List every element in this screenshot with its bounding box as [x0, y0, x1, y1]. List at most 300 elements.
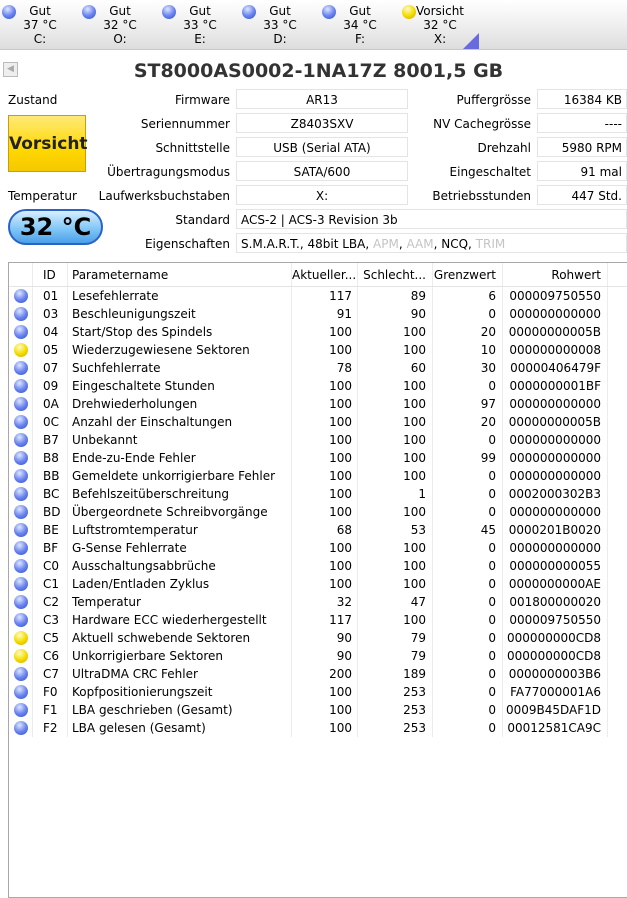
firmware-label: Firmware: [175, 93, 230, 107]
attr-current: 100: [292, 575, 358, 593]
attr-raw: 001800000020: [503, 593, 608, 611]
attr-name: Luftstromtemperatur: [68, 521, 292, 539]
status-cell: [9, 503, 33, 521]
table-row[interactable]: [9, 539, 627, 557]
status-dot-icon: [2, 5, 16, 19]
attr-threshold: 0: [433, 305, 503, 323]
attr-name: Unkorrigierbare Sektoren: [68, 647, 292, 665]
table-row[interactable]: [9, 701, 627, 719]
status-cell: [9, 683, 33, 701]
status-dot-icon: [14, 487, 28, 501]
drive-letter: O:: [113, 32, 127, 46]
drive-letter: X:: [433, 32, 447, 46]
table-row[interactable]: [9, 449, 627, 467]
status-dot-icon: [162, 5, 176, 19]
attr-raw: 00000000005B: [503, 323, 608, 341]
attr-name: Suchfehlerrate: [68, 359, 292, 377]
drive-status: Vorsicht: [415, 4, 465, 18]
attr-id: B7: [33, 431, 68, 449]
attr-threshold: 0: [433, 539, 503, 557]
status-cell: [9, 593, 33, 611]
attr-worst: 100: [358, 413, 433, 431]
status-cell: [9, 449, 33, 467]
attr-id: B8: [33, 449, 68, 467]
attr-raw: 000000000055: [503, 557, 608, 575]
attr-name: Start/Stop des Spindels: [68, 323, 292, 341]
attr-worst: 100: [358, 503, 433, 521]
table-row[interactable]: [9, 647, 627, 665]
attr-name: Befehlszeitüberschreitung: [68, 485, 292, 503]
table-row[interactable]: [9, 431, 627, 449]
attr-current: 32: [292, 593, 358, 611]
attr-name: Beschleunigungszeit: [68, 305, 292, 323]
temperature-label: Temperatur: [8, 189, 77, 203]
attr-current: 90: [292, 629, 358, 647]
drive-tab[interactable]: [0, 4, 80, 48]
attr-raw: 000000000000: [503, 305, 608, 323]
attr-id: BC: [33, 485, 68, 503]
attr-raw: 000009750550: [503, 611, 608, 629]
attr-raw: 00012581CA9C: [503, 719, 608, 737]
status-cell: [9, 665, 33, 683]
attr-id: C5: [33, 629, 68, 647]
status-cell: [9, 701, 33, 719]
table-row[interactable]: [9, 503, 627, 521]
attr-name: Laden/Entladen Zyklus: [68, 575, 292, 593]
attr-threshold: 99: [433, 449, 503, 467]
attr-threshold: 0: [433, 431, 503, 449]
feature-item: APM: [373, 237, 399, 251]
status-dot-icon: [14, 577, 28, 591]
table-row[interactable]: [9, 341, 627, 359]
attr-raw: 0002000302B3: [503, 485, 608, 503]
header-name[interactable]: Parametername: [68, 263, 292, 286]
attr-threshold: 0: [433, 377, 503, 395]
attr-id: F2: [33, 719, 68, 737]
smart-table: [8, 262, 627, 898]
menu-corner-icon[interactable]: [463, 33, 479, 49]
attr-raw: 000000000CD8: [503, 647, 608, 665]
attr-threshold: 0: [433, 593, 503, 611]
attr-current: 78: [292, 359, 358, 377]
attr-threshold: 20: [433, 323, 503, 341]
table-row[interactable]: [9, 611, 627, 629]
firmware-value: AR13: [236, 89, 408, 109]
attr-name: Wiederzugewiesene Sektoren: [68, 341, 292, 359]
attr-id: 01: [33, 287, 68, 305]
feature-item: S.M.A.R.T.: [241, 237, 300, 251]
features-label: Eigenschaften: [144, 237, 230, 251]
attr-threshold: 0: [433, 485, 503, 503]
attr-threshold: 97: [433, 395, 503, 413]
table-row[interactable]: [9, 323, 627, 341]
attr-current: 100: [292, 377, 358, 395]
attr-id: BD: [33, 503, 68, 521]
attr-threshold: 20: [433, 413, 503, 431]
attr-id: BF: [33, 539, 68, 557]
drive-tab[interactable]: [160, 4, 240, 48]
attr-name: Lesefehlerrate: [68, 287, 292, 305]
status-cell: [9, 467, 33, 485]
attr-id: 07: [33, 359, 68, 377]
table-row[interactable]: [9, 467, 627, 485]
drive-status: Gut: [189, 4, 211, 18]
drive-tab[interactable]: [240, 4, 320, 48]
status-dot-icon: [14, 685, 28, 699]
table-row[interactable]: [9, 593, 627, 611]
attr-current: 90: [292, 647, 358, 665]
status-cell: [9, 539, 33, 557]
drive-status: Gut: [269, 4, 291, 18]
status-cell: [9, 719, 33, 737]
attr-id: 03: [33, 305, 68, 323]
drive-letter: E:: [194, 32, 206, 46]
attr-raw: 0000000000AE: [503, 575, 608, 593]
status-dot-icon: [242, 5, 256, 19]
attr-name: Drehwiederholungen: [68, 395, 292, 413]
attr-id: 0A: [33, 395, 68, 413]
nvcache-value: ----: [537, 113, 627, 133]
attr-current: 100: [292, 431, 358, 449]
attr-name: Unbekannt: [68, 431, 292, 449]
attr-raw: 000000000000: [503, 449, 608, 467]
attr-raw: 000000000000: [503, 395, 608, 413]
standard-label: Standard: [175, 213, 230, 227]
features-value: S.M.A.R.T., 48bit LBA, APM, AAM, NCQ, TRIM: [236, 233, 627, 253]
attr-threshold: 0: [433, 683, 503, 701]
attr-worst: 1: [358, 485, 433, 503]
previous-drive-button[interactable]: ◀: [3, 62, 18, 77]
status-dot-icon: [82, 5, 96, 19]
status-dot-icon: [14, 397, 28, 411]
attr-current: 100: [292, 683, 358, 701]
attr-id: C6: [33, 647, 68, 665]
drive-status: Gut: [349, 4, 371, 18]
status-dot-icon: [14, 613, 28, 627]
attr-current: 200: [292, 665, 358, 683]
attr-threshold: 0: [433, 629, 503, 647]
attr-worst: 79: [358, 647, 433, 665]
nvcache-label: NV Cachegrösse: [433, 117, 531, 131]
attr-raw: 0009B45DAF1D: [503, 701, 608, 719]
attr-id: 09: [33, 377, 68, 395]
attr-id: 05: [33, 341, 68, 359]
attr-current: 100: [292, 485, 358, 503]
attr-threshold: 0: [433, 557, 503, 575]
attr-id: 0C: [33, 413, 68, 431]
attr-worst: 89: [358, 287, 433, 305]
attr-worst: 100: [358, 539, 433, 557]
attr-current: 100: [292, 413, 358, 431]
status-cell: [9, 521, 33, 539]
status-dot-icon: [14, 703, 28, 717]
table-row[interactable]: [9, 305, 627, 323]
attr-worst: 79: [358, 629, 433, 647]
attr-worst: 100: [358, 431, 433, 449]
attr-raw: 00000406479F: [503, 359, 608, 377]
buffer-label: Puffergrösse: [456, 93, 531, 107]
attr-threshold: 0: [433, 647, 503, 665]
attr-id: BB: [33, 467, 68, 485]
attr-current: 117: [292, 287, 358, 305]
attr-name: LBA geschrieben (Gesamt): [68, 701, 292, 719]
attr-current: 68: [292, 521, 358, 539]
attr-name: Ausschaltungsabbrüche: [68, 557, 292, 575]
powercount-value: 91 mal: [537, 161, 627, 181]
attr-raw: 000000000000: [503, 431, 608, 449]
attr-name: G-Sense Fehlerrate: [68, 539, 292, 557]
table-header: [9, 263, 627, 287]
attr-name: Aktuell schwebende Sektoren: [68, 629, 292, 647]
status-dot-icon: [14, 595, 28, 609]
table-row[interactable]: [9, 395, 627, 413]
attr-threshold: 0: [433, 701, 503, 719]
header-worst[interactable]: Schlecht...: [358, 263, 433, 286]
attr-threshold: 0: [433, 719, 503, 737]
attr-threshold: 30: [433, 359, 503, 377]
attr-current: 117: [292, 611, 358, 629]
status-dot-icon: [14, 415, 28, 429]
attr-raw: 000000000000: [503, 503, 608, 521]
temperature-badge: 32 °C: [8, 209, 103, 245]
status-cell: [9, 359, 33, 377]
attr-name: Gemeldete unkorrigierbare Fehler: [68, 467, 292, 485]
attr-worst: 100: [358, 575, 433, 593]
attr-raw: 000000000CD8: [503, 629, 608, 647]
table-row[interactable]: [9, 359, 627, 377]
status-cell: [9, 323, 33, 341]
attr-worst: 100: [358, 341, 433, 359]
attr-name: Anzahl der Einschaltungen: [68, 413, 292, 431]
status-dot-icon: [322, 5, 336, 19]
letters-label: Laufwerksbuchstaben: [98, 189, 230, 203]
status-dot-icon: [14, 469, 28, 483]
attr-threshold: 10: [433, 341, 503, 359]
table-row[interactable]: [9, 485, 627, 503]
drive-letter: F:: [354, 32, 365, 46]
status-dot-icon: [402, 5, 416, 19]
attr-current: 100: [292, 701, 358, 719]
status-cell: [9, 629, 33, 647]
attr-worst: 53: [358, 521, 433, 539]
status-dot-icon: [14, 721, 28, 735]
drive-letter: C:: [33, 32, 47, 46]
attr-current: 100: [292, 341, 358, 359]
serial-label: Seriennummer: [140, 117, 230, 131]
attr-worst: 189: [358, 665, 433, 683]
attr-worst: 90: [358, 305, 433, 323]
table-row[interactable]: [9, 629, 627, 647]
attr-worst: 60: [358, 359, 433, 377]
attr-raw: 0000000001BF: [503, 377, 608, 395]
attr-current: 100: [292, 449, 358, 467]
drive-tab[interactable]: [320, 4, 400, 48]
attr-name: UltraDMA CRC Fehler: [68, 665, 292, 683]
drive-temp: 33 °C: [263, 18, 297, 32]
attr-threshold: 0: [433, 503, 503, 521]
status-dot-icon: [14, 343, 28, 357]
attr-current: 100: [292, 557, 358, 575]
status-cell: [9, 287, 33, 305]
transfer-value: SATA/600: [236, 161, 408, 181]
attr-current: 91: [292, 305, 358, 323]
interface-label: Schnittstelle: [155, 141, 230, 155]
status-cell: [9, 557, 33, 575]
status-dot-icon: [14, 523, 28, 537]
drive-bar: [0, 0, 627, 50]
attr-raw: 0000201B0020: [503, 521, 608, 539]
interface-value: USB (Serial ATA): [236, 137, 408, 157]
attr-worst: 100: [358, 557, 433, 575]
attr-id: F0: [33, 683, 68, 701]
drive-temp: 34 °C: [343, 18, 377, 32]
table-row[interactable]: [9, 557, 627, 575]
status-dot-icon: [14, 433, 28, 447]
feature-item: NCQ: [441, 237, 469, 251]
table-row[interactable]: [9, 377, 627, 395]
attr-threshold: 0: [433, 575, 503, 593]
attr-current: 100: [292, 539, 358, 557]
attr-raw: FA77000001A6: [503, 683, 608, 701]
status-cell: [9, 305, 33, 323]
attr-current: 100: [292, 323, 358, 341]
status-dot-icon: [14, 325, 28, 339]
attr-name: Ende-zu-Ende Fehler: [68, 449, 292, 467]
drive-status: Gut: [109, 4, 131, 18]
buffer-value: 16384 KB: [537, 89, 627, 109]
transfer-label: Übertragungsmodus: [107, 165, 230, 179]
header-current[interactable]: Aktueller...: [292, 263, 358, 286]
header-status[interactable]: [9, 263, 33, 286]
attr-threshold: 0: [433, 665, 503, 683]
attr-id: C1: [33, 575, 68, 593]
attr-worst: 100: [358, 449, 433, 467]
status-dot-icon: [14, 559, 28, 573]
drive-status: Gut: [29, 4, 51, 18]
status-dot-icon: [14, 541, 28, 555]
drive-temp: 37 °C: [23, 18, 57, 32]
attr-name: Kopfpositionierungszeit: [68, 683, 292, 701]
status-cell: [9, 413, 33, 431]
attr-current: 100: [292, 467, 358, 485]
attr-raw: 0000000003B6: [503, 665, 608, 683]
feature-item: TRIM: [475, 237, 506, 251]
status-cell: [9, 431, 33, 449]
table-row[interactable]: [9, 575, 627, 593]
header-threshold[interactable]: Grenzwert: [433, 263, 503, 286]
attr-current: 100: [292, 719, 358, 737]
attr-worst: 100: [358, 467, 433, 485]
hours-value: 447 Std.: [537, 185, 627, 205]
attr-worst: 100: [358, 377, 433, 395]
table-row[interactable]: [9, 665, 627, 683]
attr-worst: 100: [358, 395, 433, 413]
attr-name: Temperatur: [68, 593, 292, 611]
status-dot-icon: [14, 379, 28, 393]
attr-raw: 00000000005B: [503, 413, 608, 431]
attr-id: BE: [33, 521, 68, 539]
serial-value: Z8403SXV: [236, 113, 408, 133]
disk-title: ST8000AS0002-1NA17Z 8001,5 GB: [133, 60, 504, 82]
attr-worst: 100: [358, 323, 433, 341]
status-dot-icon: [14, 307, 28, 321]
status-dot-icon: [14, 361, 28, 375]
status-dot-icon: [14, 667, 28, 681]
attr-threshold: 6: [433, 287, 503, 305]
drive-tab[interactable]: [80, 4, 160, 48]
status-cell: [9, 395, 33, 413]
attr-raw: 000009750550: [503, 287, 608, 305]
drive-letter: D:: [273, 32, 287, 46]
attr-id: F1: [33, 701, 68, 719]
attr-id: C3: [33, 611, 68, 629]
attr-raw: 000000000000: [503, 539, 608, 557]
attr-raw: 000000000000: [503, 467, 608, 485]
powercount-label: Eingeschaltet: [449, 165, 531, 179]
status-cell: [9, 611, 33, 629]
table-row[interactable]: [9, 683, 627, 701]
attr-id: C2: [33, 593, 68, 611]
rpm-label: Drehzahl: [477, 141, 531, 155]
status-dot-icon: [14, 631, 28, 645]
attr-name: Eingeschaltete Stunden: [68, 377, 292, 395]
status-cell: [9, 485, 33, 503]
table-row[interactable]: [9, 287, 627, 305]
status-dot-icon: [14, 451, 28, 465]
drive-temp: 32 °C: [103, 18, 137, 32]
table-row[interactable]: [9, 719, 627, 737]
status-cell: [9, 377, 33, 395]
attr-raw: 000000000008: [503, 341, 608, 359]
table-row[interactable]: [9, 521, 627, 539]
attr-threshold: 45: [433, 521, 503, 539]
letters-value: X:: [236, 185, 408, 205]
attr-id: C0: [33, 557, 68, 575]
attr-name: Hardware ECC wiederhergestellt: [68, 611, 292, 629]
standard-value: ACS-2 | ACS-3 Revision 3b: [236, 209, 627, 229]
status-dot-icon: [14, 649, 28, 663]
attr-worst: 47: [358, 593, 433, 611]
attr-worst: 100: [358, 611, 433, 629]
status-dot-icon: [14, 505, 28, 519]
feature-item: AAM: [406, 237, 434, 251]
status-dot-icon: [14, 289, 28, 303]
attr-current: 100: [292, 395, 358, 413]
feature-item: 48bit LBA: [307, 237, 366, 251]
attr-worst: 253: [358, 701, 433, 719]
hours-label: Betriebsstunden: [432, 189, 531, 203]
attr-current: 100: [292, 503, 358, 521]
state-label: Zustand: [8, 93, 58, 107]
attr-name: LBA gelesen (Gesamt): [68, 719, 292, 737]
status-cell: [9, 341, 33, 359]
health-status-badge[interactable]: Vorsicht: [8, 115, 86, 172]
attr-threshold: 0: [433, 467, 503, 485]
header-id[interactable]: ID: [33, 263, 68, 286]
attr-name: Übergeordnete Schreibvorgänge: [68, 503, 292, 521]
attr-id: C7: [33, 665, 68, 683]
attr-worst: 253: [358, 683, 433, 701]
status-cell: [9, 647, 33, 665]
drive-temp: 32 °C: [423, 18, 457, 32]
attr-worst: 253: [358, 719, 433, 737]
attr-threshold: 0: [433, 611, 503, 629]
table-row[interactable]: [9, 413, 627, 431]
attr-id: 04: [33, 323, 68, 341]
header-raw[interactable]: Rohwert: [503, 263, 608, 286]
rpm-value: 5980 RPM: [537, 137, 627, 157]
drive-temp: 33 °C: [183, 18, 217, 32]
